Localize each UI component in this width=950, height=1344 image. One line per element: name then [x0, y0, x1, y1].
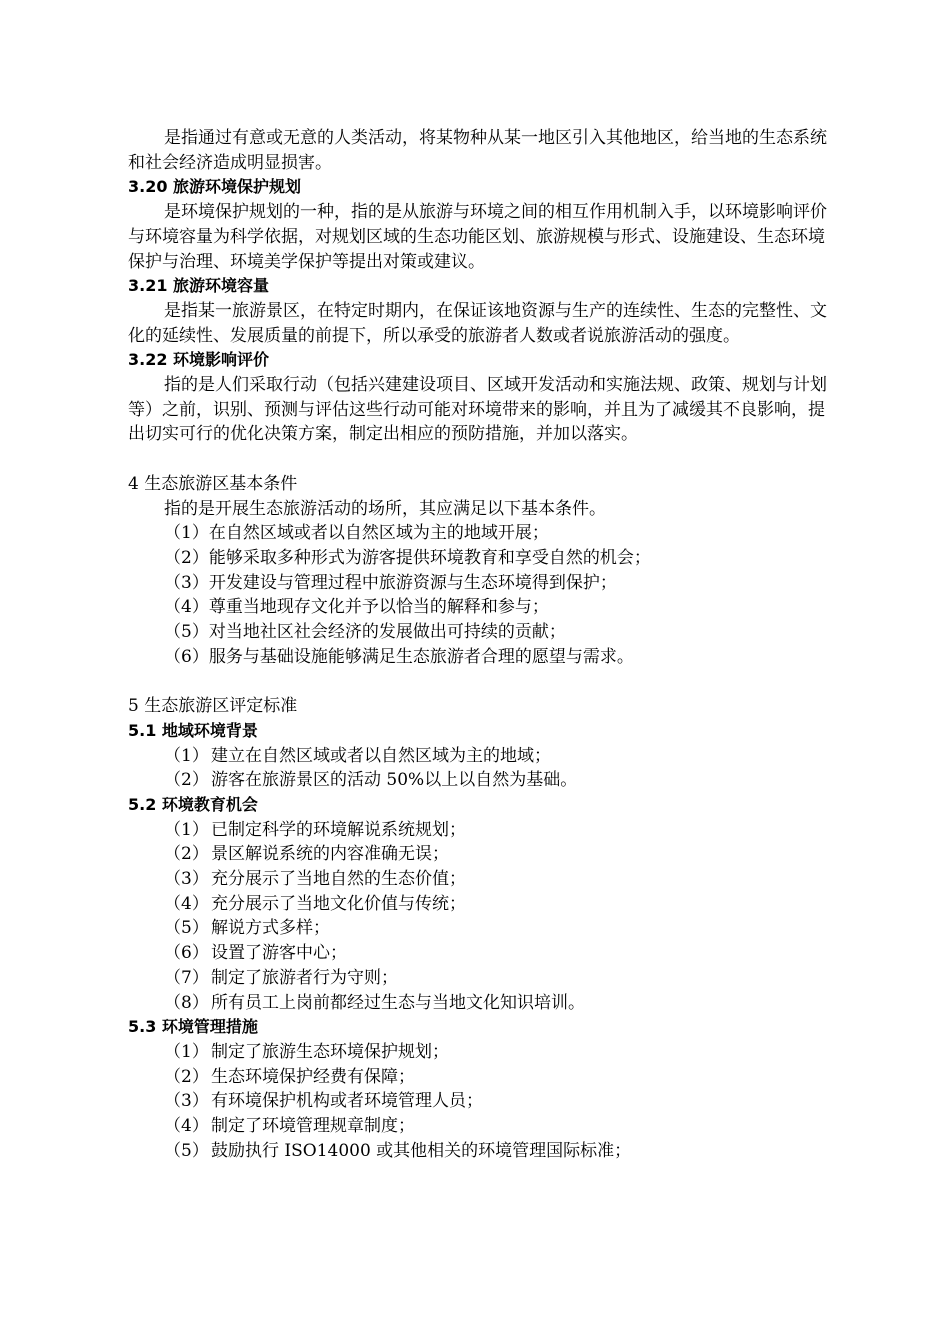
chapter-heading: 4 生态旅游区基本条件 — [128, 473, 298, 494]
list-item — [128, 892, 838, 917]
list-item — [128, 1089, 838, 1114]
item-text: 景区解说系统的内容准确无误； — [211, 844, 449, 865]
list-item — [128, 768, 838, 793]
item-text: 生态环境保护经费有保障； — [211, 1066, 415, 1087]
item-text: 充分展示了当地自然的生态价值； — [211, 869, 466, 890]
item-number: （2） — [164, 1066, 209, 1087]
paragraph: 是指通过有意或无意的人类活动，将某物种从某一地区引入其他地区，给当地的生态系统和社会经济造成明显损害。 — [128, 128, 827, 173]
item-text: 所有员工上岗前都经过生态与当地文化知识培训。 — [211, 992, 585, 1013]
item-text: 设置了游客中心； — [211, 943, 347, 964]
item-number: （1） — [164, 745, 209, 766]
section-heading: 5.3 环境管理措施 — [128, 1017, 258, 1037]
item-text: 制定了旅游生态环境保护规划； — [211, 1041, 449, 1062]
item-number: （5） — [164, 1140, 209, 1161]
item-number: （1） — [164, 819, 209, 840]
spacer — [128, 669, 838, 694]
item-text: 建立在自然区域或者以自然区域为主的地域； — [211, 745, 551, 766]
document-page — [128, 126, 838, 1164]
section-heading: 5.1 地域环境背景 — [128, 720, 258, 740]
chapter-heading: 5 生态旅游区评定标准 — [128, 696, 298, 717]
item-number: （4） — [164, 1116, 209, 1137]
item-text: 解说方式多样； — [211, 918, 330, 939]
list-item: （4）尊重当地现存文化并予以恰当的解释和参与； — [164, 597, 549, 618]
paragraph: 指的是开展生态旅游活动的场所，其应满足以下基本条件。 — [164, 498, 606, 519]
item-number: （6） — [164, 943, 209, 964]
item-number: （3） — [164, 1091, 209, 1112]
list-item — [128, 818, 838, 843]
paragraph: 指的是人们采取行动（包括兴建建设项目、区域开发活动和实施法规、政策、规划与计划等）之前，识别、预测与评估这些行动可能对环境带来的影响，并且为了减缓其不良影响，提出切实可行的优化决策方案，制定出相应的预防措施，并加以落实。 — [128, 375, 827, 445]
section-heading: 3.21 旅游环境容量 — [128, 276, 270, 296]
paragraph: 是指某一旅游景区，在特定时期内，在保证该地资源与生产的连续性、生态的完整性、文化的延续性、发展质量的前提下，所以承受的旅游者人数或者说旅游活动的强度。 — [128, 300, 827, 346]
list-item — [128, 1139, 838, 1164]
item-number: （2） — [164, 844, 209, 865]
list-item — [128, 744, 838, 769]
list-item — [128, 842, 838, 867]
list-item — [128, 966, 838, 991]
item-number: （5） — [164, 918, 209, 939]
section-heading: 3.22 环境影响评价 — [128, 350, 270, 370]
list-item — [128, 941, 838, 966]
section-heading: 5.2 环境教育机会 — [128, 794, 258, 814]
item-text: 鼓励执行 ISO14000 或其他相关的环境管理国际标准； — [211, 1140, 632, 1161]
item-number: （1） — [164, 1041, 209, 1062]
item-text: 已制定科学的环境解说系统规划； — [211, 819, 466, 840]
item-text: 制定了环境管理规章制度； — [211, 1116, 415, 1137]
list-item — [128, 1114, 838, 1139]
item-number: （8） — [164, 992, 209, 1013]
list-item: （6）服务与基础设施能够满足生态旅游者合理的愿望与需求。 — [164, 646, 634, 667]
item-number: （7） — [164, 967, 209, 988]
list-item — [128, 867, 838, 892]
item-text: 有环境保护机构或者环境管理人员； — [211, 1091, 483, 1112]
list-item: （3）开发建设与管理过程中旅游资源与生态环境得到保护； — [164, 572, 617, 593]
item-number: （4） — [164, 893, 209, 914]
list-item — [128, 916, 838, 941]
item-number: （2） — [164, 770, 209, 791]
list-item — [128, 1065, 838, 1090]
paragraph: 是环境保护规划的一种，指的是从旅游与环境之间的相互作用机制入手，以环境影响评价与环境容量为科学依据，对规划区域的生态功能区划、旅游规模与形式、设施建设、生态环境保护与治理、环境美学保护等提出对策或建议。 — [128, 202, 827, 272]
list-item: （5）对当地社区社会经济的发展做出可持续的贡献； — [164, 622, 566, 643]
item-number: （3） — [164, 869, 209, 890]
list-item: （2）能够采取多种形式为游客提供环境教育和享受自然的机会； — [164, 547, 651, 568]
item-text: 制定了旅游者行为守则； — [211, 967, 398, 988]
item-text: 充分展示了当地文化价值与传统； — [211, 893, 466, 914]
list-item — [128, 991, 838, 1016]
item-text: 游客在旅游景区的活动 50%以上以自然为基础。 — [211, 770, 578, 791]
section-heading: 3.20 旅游环境保护规划 — [128, 177, 302, 197]
spacer — [128, 447, 838, 472]
list-item: （1）在自然区域或者以自然区域为主的地域开展； — [164, 523, 549, 544]
list-item — [128, 1040, 838, 1065]
